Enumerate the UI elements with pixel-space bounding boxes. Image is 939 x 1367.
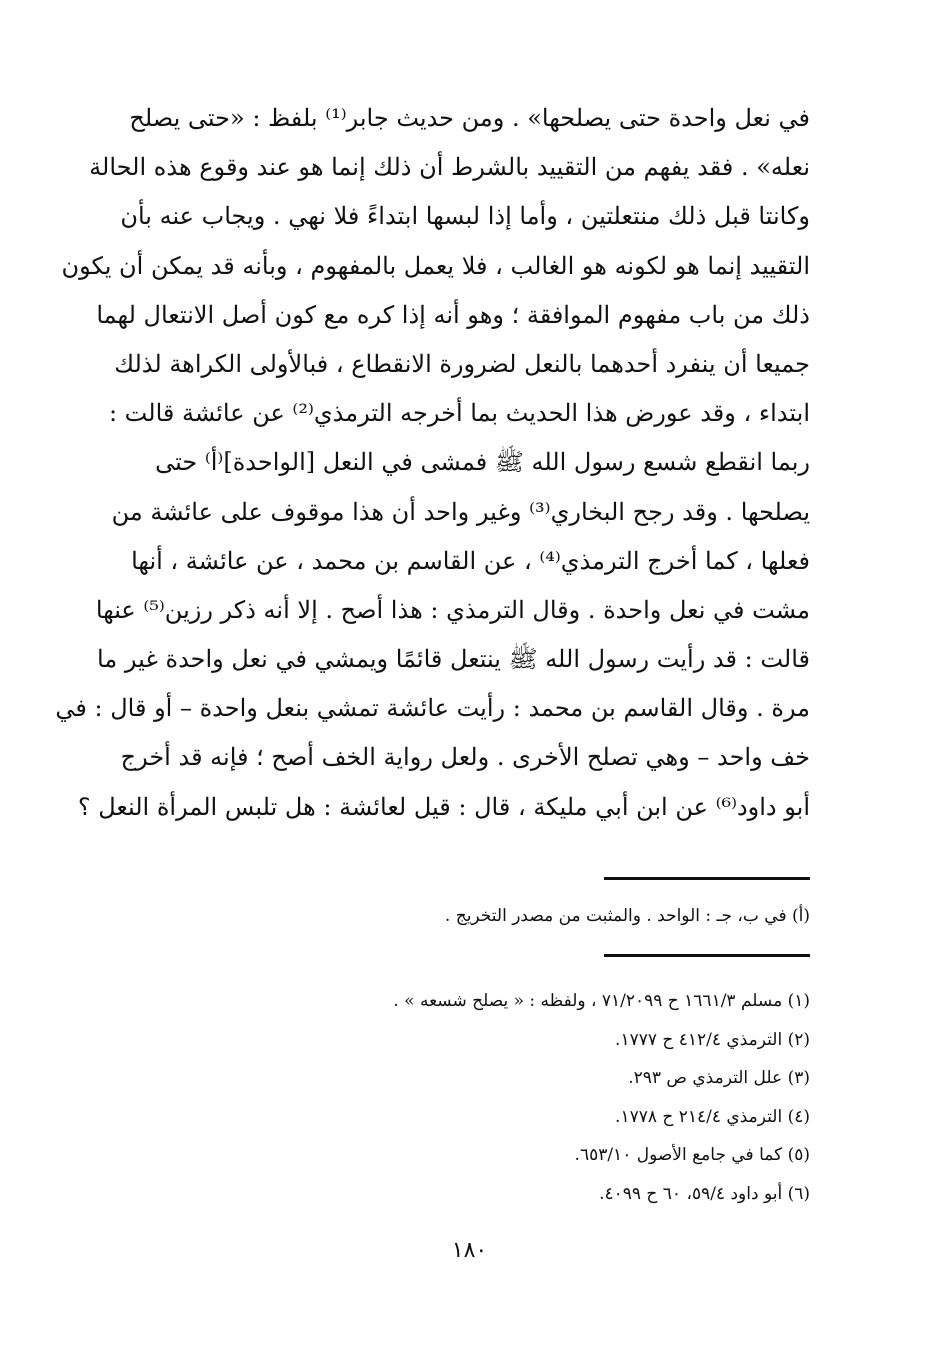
text-line: نعله» . فقد يفهم من التقييد بالشرط أن ذلك إنما هو عند وقوع هذه الحالة [89, 153, 810, 182]
footnote: (٣) علل الترمذي ص ٢٩٣. [628, 1068, 810, 1088]
footnote: (٥) كما في جامع الأصول ٦٥٣/١٠. [574, 1145, 810, 1165]
footnote: (١) مسلم ١٦٦١/٣ ح ٧١/٢٠٩٩ ، ولفظه : « يصلح شسعه » . [393, 991, 810, 1011]
footnote: (٢) الترمذي ٤١٢/٤ ح ١٧٧٧. [615, 1029, 810, 1050]
text-line: ربما انقطع شسع رسول الله ﷺ فمشى في النعل [الواحدة]⁽أ⁾ حتى [155, 448, 810, 477]
footnotes-list [130, 982, 810, 1213]
variant-note: (أ) في ب، جـ : الواحد . والمثبت من مصدر التخريج . [444, 906, 810, 926]
page-number: ١٨٠ [451, 1238, 488, 1263]
footnote: (٤) الترمذي ٢١٤/٤ ح ١٧٧٨. [615, 1106, 810, 1127]
main-text [55, 94, 810, 832]
footnote-separator [604, 954, 810, 957]
text-line: قالت : قد رأيت رسول الله ﷺ ينتعل قائمًا ويمشي في نعل واحدة غير ما [97, 645, 810, 674]
text-line: يصلحها . وقد رجح البخاري⁽³⁾ وغير واحد أن هذا موقوف على عائشة من [111, 497, 810, 526]
text-line: وكانتا قبل ذلك منتعلتين ، وأما إذا لبسها ابتداءً فلا نهي . ويجاب عنه بأن [120, 202, 810, 231]
text-line: ابتداء ، وقد عورض هذا الحديث بما أخرجه الترمذي⁽²⁾ عن عائشة قالت : [108, 399, 810, 428]
text-line: جميعا أن ينفرد أحدهما بالنعل لضرورة الانقطاع ، فبالأولى الكراهة لذلك [114, 349, 810, 378]
text-line: أبو داود⁽⁶⁾ عن ابن أبي مليكة ، قال : قيل لعائشة : هل تلبس المرأة النعل ؟ [77, 792, 810, 821]
text-line: ذلك من باب مفهوم الموافقة ؛ وهو أنه إذا كره مع كون أصل الانتعال لهما [96, 300, 810, 329]
footnote: (٦) أبو داود ٥٩/٤، ٦٠ ح ٤٠٩٩. [599, 1183, 810, 1204]
text-line: في نعل واحدة حتى يصلحها» . ومن حديث جابر⁽¹⁾ بلفظ : «حتى يصلح [129, 104, 810, 132]
text-line: مشت في نعل واحدة . وقال الترمذي : هذا أصح . إلا أنه ذكر رزين⁽⁵⁾ عنها [95, 595, 810, 624]
text-line: خف واحد – وهي تصلح الأخرى . ولعل رواية الخف أصح ؛ فإنه قد أخرج [120, 743, 810, 772]
text-line: فعلها ، كما أخرج الترمذي⁽⁴⁾ ، عن القاسم بن محمد ، عن عائشة ، أنها [131, 546, 810, 575]
text-line: مرة . وقال القاسم بن محمد : رأيت عائشة تمشي بنعل واحدة – أو قال : في [55, 694, 810, 723]
text-line: التقييد إنما هو لكونه هو الغالب ، فلا يعمل بالمفهوم ، وبأنه قد يمكن أن يكون [61, 251, 810, 280]
footnote-separator [604, 877, 810, 880]
